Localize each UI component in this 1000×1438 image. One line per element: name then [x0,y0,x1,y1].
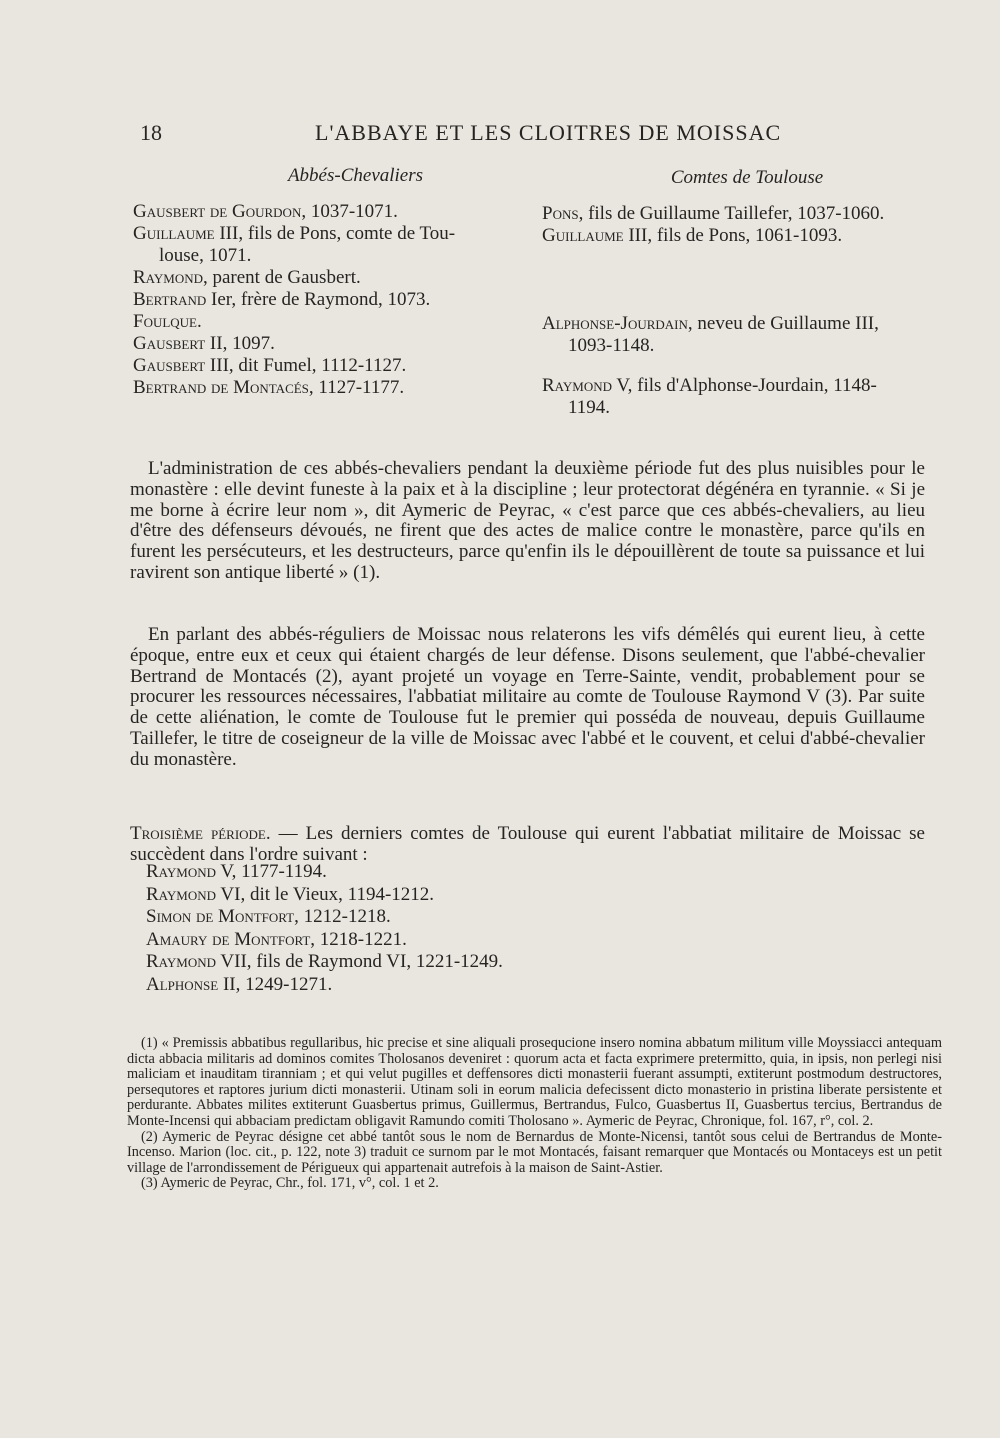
list-item-continuation: 1093-1148. [568,335,655,356]
footnote-3: (3) Aymeric de Peyrac, Chr., fol. 171, v°, col. 1 et 2. [141,1175,439,1192]
list-item: Simon de Montfort, 1212-1218. [146,906,391,927]
right-column-counts [542,167,942,419]
paragraph-abbes-reguliers: En parlant des abbés-réguliers de Moissac nous relaterons les vifs démêlés qui eurent lieu, à cette époque, entre eux et ceux qui étaient chargés de leur défense. Disons seulement, que l'abbé-chevalier Bertrand de Montacés (2), ayant projeté un voyage en Terre-Sainte, vendit, probablement pour se procurer les ressources nécessaires, l'abbatiat militaire au comte de Toulouse Raymond V (3). Par suite de cette aliénation, le comte de Toulouse fut le premier qui posséda de nouveau, depuis Guillaume Taillefer, le titre de coseigneur de la ville de Moissac avec l'abbé et le couvent, et celui d'abbé-chevalier du monastère. [130,624,925,770]
list-item: Raymond V, fils d'Alphonse-Jourdain, 1148- [542,375,877,396]
section-label: Troisième période. [130,823,271,844]
column-gap [542,357,942,375]
list-item: Amaury de Montfort, 1218-1221. [146,928,407,950]
list-item: Raymond VI, dit le Vieux, 1194-1212. [146,883,435,905]
running-title: L'ABBAYE ET LES CLOITRES DE MOISSAC [315,120,782,145]
column-gap [542,247,942,313]
list-item: Guillaume III, fils de Pons, 1061-1093. [542,225,843,246]
list-item-continuation: louse, 1071. [159,245,252,266]
list-item: Gausbert III, dit Fumel, 1112-1127. [133,355,407,376]
page-header [140,120,930,150]
list-item: Alphonse-Jourdain, neveu de Guillaume III, [542,313,879,334]
footnotes [127,1036,942,1192]
footnote-2: (2) Aymeric de Peyrac désigne cet abbé tantôt sous le nom de Bernardus de Monte-Nicensi, tantôt sous celui de Bertrandus de Monte-Incenso. Marion (loc. cit., p. 122, note 3) traduit ce surnom par le mot Montacés, faisant remarquer que Montacés ou Montaceys est un petit village de l'arrondissement de Périgueux qui appartenait autrefois à la maison de Saint-Astier. [127,1128,942,1176]
page-number: 18 [140,120,162,145]
footnote-1: (1) « Premissis abbatibus regullaribus, hic precise et sine aliquali prosequcione insero nomina abbatum militum ville Moyssiacci antequam dicta abbacia militaris ad dominos comites Tholosanos deveniret : quorum acta et facta exprimere pretermitto, quia, in ipsis, non perlegi nisi maliciam et inauditam tiranniam ; et qui velut pugilles et deffensores dicti monasterii fuerant assumpti, extiterunt postmodum destructores, persequtores et raptores jurium dicti monasterii. Utinam soli in eorum malicia defecissent dicto monasterio in pristina liberate persistente et perdurante. Abbates milites extiterunt Guasbertus primus, Guillermus, Bertrandus, Fulco, Guasbertus II, Guasbertus tercius, Bertrandus de Monte-Incensi qui abbaciam predictam obligavit Ramundo comiti Tholosano ». Aymeric de Peyrac, Chronique, fol. 167, r°, col. 2. [127,1035,942,1129]
list-item: Raymond V, 1177-1194. [146,861,327,882]
right-column-heading: Comtes de Toulouse [670,167,824,188]
list-item: Raymond, parent de Gausbert. [133,267,361,288]
list-item: Guillaume III, fils de Pons, comte de Tou- [133,223,456,244]
left-column-heading: Abbés-Chevaliers [287,165,424,186]
list-item: Bertrand de Montacés, 1127-1177. [133,377,405,398]
list-item: Alphonse II, 1249-1271. [146,973,333,995]
list-item-continuation: 1194. [568,397,611,418]
list-item: Gausbert de Gourdon, 1037-1071. [133,201,398,222]
list-item: Foulque. [133,311,202,332]
list-item: Raymond VII, fils de Raymond VI, 1221-1249. [146,951,503,972]
list-item: Gausbert II, 1097. [133,333,275,354]
left-column-abbots [133,165,518,399]
paragraph-troisieme-periode: Troisième période. — Les derniers comtes de Toulouse qui eurent l'abbatiat militaire de Moissac se succèdent dans l'ordre suivant : [130,823,925,865]
list-item: Bertrand Ier, frère de Raymond, 1073. [133,289,431,310]
third-period-list [146,861,503,996]
paragraph-administration: L'administration de ces abbés-chevaliers pendant la deuxième période fut des plus nuisibles pour le monastère : elle devint funeste à la paix et à la discipline ; leur protectorat dégénéra en tyrannie. « Si je me borne à écrire leur nom », dit Aymeric de Peyrac, « c'est parce que ces abbés-chevaliers, au lieu d'être des défenseurs dévoués, ne firent que des actes de malice contre le monastère, parce qu'ils en furent les persécuteurs, et les destructeurs, parce qu'enfin ils le dépouillèrent de toute sa puissance et lui ravirent son antique liberté » (1). [130,458,925,583]
list-item: Pons, fils de Guillaume Taillefer, 1037-1060. [542,203,885,224]
